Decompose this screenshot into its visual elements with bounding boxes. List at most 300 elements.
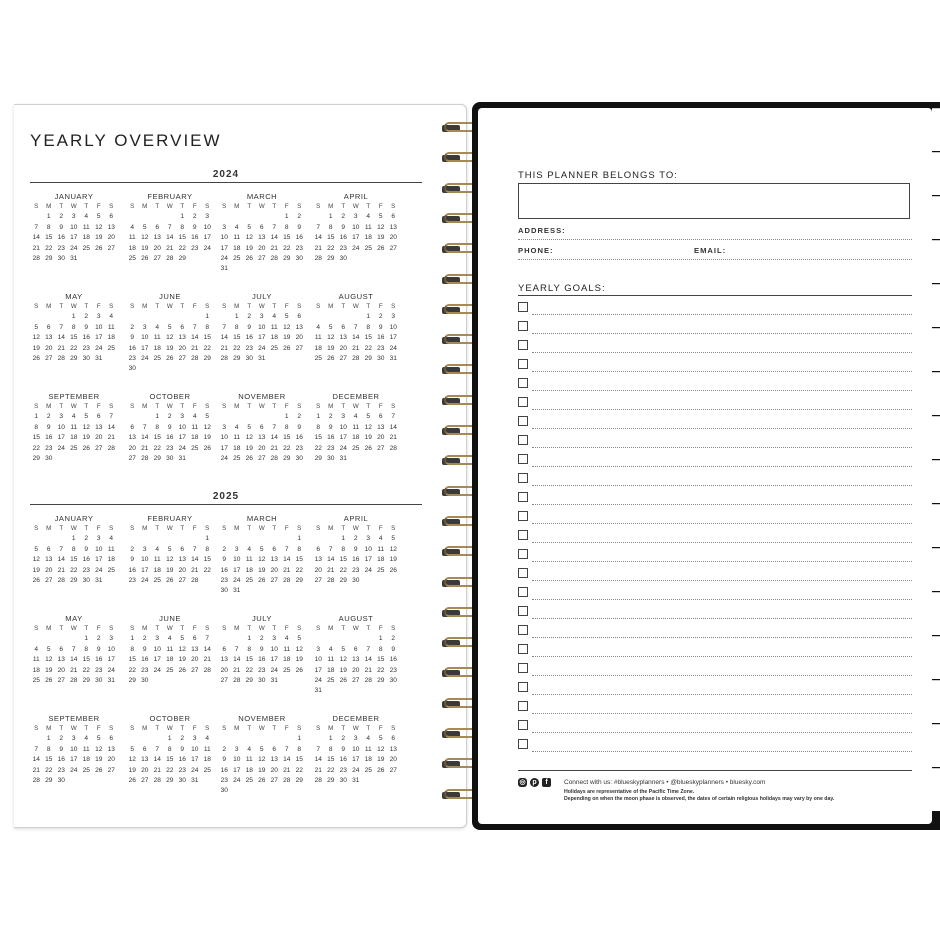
goal-checkbox[interactable] bbox=[518, 340, 528, 350]
goal-line[interactable] bbox=[532, 523, 912, 524]
day-number: 4 bbox=[192, 413, 197, 421]
weekday-letter: M bbox=[142, 725, 148, 732]
month-tab[interactable] bbox=[932, 592, 940, 635]
goal-checkbox[interactable] bbox=[518, 511, 528, 521]
day-number: 15 bbox=[203, 556, 211, 564]
week-row bbox=[218, 412, 306, 422]
month-november bbox=[218, 391, 306, 464]
day-number: 7 bbox=[272, 223, 277, 231]
month-tab[interactable] bbox=[932, 108, 940, 151]
weekday-letter: F bbox=[378, 625, 383, 632]
goal-line[interactable] bbox=[532, 675, 912, 676]
day-number: 10 bbox=[220, 234, 228, 242]
day-number: 11 bbox=[107, 545, 115, 553]
day-number: 23 bbox=[141, 666, 149, 674]
goal-line[interactable] bbox=[532, 542, 912, 543]
month-tab[interactable] bbox=[932, 768, 940, 811]
goal-line[interactable] bbox=[532, 352, 912, 353]
weekday-letter: T bbox=[272, 203, 277, 210]
goal-line[interactable] bbox=[532, 466, 912, 467]
day-number: 18 bbox=[153, 566, 161, 574]
day-number bbox=[231, 412, 244, 422]
month-tab[interactable] bbox=[932, 328, 940, 371]
day-number: 14 bbox=[270, 234, 278, 242]
address-line[interactable] bbox=[518, 239, 912, 240]
day-number: 21 bbox=[220, 344, 228, 352]
goal-line[interactable] bbox=[532, 485, 912, 486]
weekday-letter: S bbox=[391, 403, 396, 410]
day-number: 11 bbox=[377, 545, 385, 553]
month-february bbox=[126, 191, 214, 264]
phone-email-line[interactable] bbox=[518, 259, 912, 260]
goal-line[interactable] bbox=[532, 504, 912, 505]
day-number bbox=[218, 734, 231, 744]
weekday-letter: T bbox=[155, 203, 160, 210]
day-number: 25 bbox=[270, 344, 278, 352]
month-december bbox=[312, 713, 400, 786]
day-number: 12 bbox=[295, 645, 303, 653]
day-number: 19 bbox=[141, 244, 149, 252]
day-number: 27 bbox=[178, 576, 186, 584]
week-row bbox=[30, 755, 118, 765]
day-number: 18 bbox=[32, 666, 40, 674]
goal-line[interactable] bbox=[532, 618, 912, 619]
goal-line[interactable] bbox=[532, 371, 912, 372]
weekday-letter: S bbox=[297, 625, 302, 632]
day-number bbox=[243, 264, 256, 274]
week-row bbox=[312, 333, 400, 343]
day-number: 16 bbox=[220, 566, 228, 574]
goal-checkbox[interactable] bbox=[518, 435, 528, 445]
week-row bbox=[312, 655, 400, 665]
goal-row bbox=[518, 300, 912, 319]
day-number: 25 bbox=[128, 254, 136, 262]
day-number bbox=[139, 364, 152, 374]
week-row bbox=[126, 545, 214, 555]
weekday-letter: T bbox=[247, 525, 252, 532]
day-number: 21 bbox=[191, 344, 199, 352]
day-number: 10 bbox=[191, 745, 199, 753]
day-number: 2 bbox=[59, 735, 64, 743]
week-row bbox=[312, 323, 400, 333]
month-november bbox=[218, 713, 306, 797]
day-number: 28 bbox=[32, 254, 40, 262]
day-number: 18 bbox=[314, 344, 322, 352]
day-number: 2 bbox=[84, 313, 89, 321]
day-number: 27 bbox=[377, 444, 385, 452]
goal-row bbox=[518, 319, 912, 338]
weekday-letter: M bbox=[46, 403, 52, 410]
day-number: 6 bbox=[391, 735, 396, 743]
day-number: 27 bbox=[95, 444, 103, 452]
goal-line[interactable] bbox=[532, 314, 912, 315]
day-number: 22 bbox=[45, 766, 53, 774]
day-number: 23 bbox=[295, 444, 303, 452]
day-number: 1 bbox=[205, 313, 210, 321]
goal-checkbox[interactable] bbox=[518, 473, 528, 483]
day-number bbox=[218, 634, 231, 644]
weekday-letter: S bbox=[109, 403, 114, 410]
day-number: 8 bbox=[328, 223, 333, 231]
day-number: 22 bbox=[178, 244, 186, 252]
day-number: 19 bbox=[166, 566, 174, 574]
weekday-letter: F bbox=[284, 525, 289, 532]
day-number bbox=[387, 254, 400, 264]
day-number: 24 bbox=[153, 666, 161, 674]
goal-checkbox[interactable] bbox=[518, 644, 528, 654]
day-number: 7 bbox=[284, 745, 289, 753]
day-number: 1 bbox=[378, 635, 383, 643]
month-october bbox=[126, 713, 214, 786]
week-row bbox=[218, 312, 306, 322]
day-number: 5 bbox=[366, 413, 371, 421]
day-number: 6 bbox=[391, 213, 396, 221]
goal-checkbox[interactable] bbox=[518, 739, 528, 749]
goal-checkbox[interactable] bbox=[518, 663, 528, 673]
day-number: 27 bbox=[389, 766, 397, 774]
goal-row bbox=[518, 623, 912, 642]
goal-line[interactable] bbox=[532, 599, 912, 600]
goal-line[interactable] bbox=[532, 390, 912, 391]
day-number: 7 bbox=[59, 545, 64, 553]
day-number: 1 bbox=[316, 413, 321, 421]
day-number: 5 bbox=[328, 323, 333, 331]
weekday-header bbox=[312, 402, 400, 412]
week-row bbox=[218, 666, 306, 676]
connect-text: Connect with us: #blueskyplanners • @blueskyplanners • bluesky.com bbox=[564, 779, 766, 786]
goal-line[interactable] bbox=[532, 409, 912, 410]
instagram-icon: ◎ bbox=[519, 779, 526, 786]
day-number bbox=[281, 586, 294, 596]
year-label: 2024 bbox=[30, 169, 422, 183]
day-number: 8 bbox=[205, 323, 210, 331]
weekday-letter: W bbox=[258, 725, 265, 732]
goal-checkbox[interactable] bbox=[518, 625, 528, 635]
day-number: 4 bbox=[155, 323, 160, 331]
day-number bbox=[176, 676, 189, 686]
weekday-letter: M bbox=[46, 525, 52, 532]
day-number: 28 bbox=[191, 354, 199, 362]
week-row bbox=[126, 223, 214, 233]
day-number: 3 bbox=[353, 735, 358, 743]
day-number: 21 bbox=[191, 566, 199, 574]
day-number: 25 bbox=[314, 354, 322, 362]
day-number: 7 bbox=[316, 223, 321, 231]
day-number: 18 bbox=[283, 656, 291, 664]
weekday-letter: F bbox=[96, 625, 101, 632]
day-number bbox=[80, 776, 93, 786]
day-number: 18 bbox=[377, 556, 385, 564]
day-number: 24 bbox=[389, 344, 397, 352]
day-number: 27 bbox=[57, 676, 65, 684]
day-number bbox=[68, 454, 81, 464]
weekday-letter: T bbox=[59, 725, 64, 732]
goal-checkbox[interactable] bbox=[518, 530, 528, 540]
goal-checkbox[interactable] bbox=[518, 397, 528, 407]
page-title: YEARLY OVERVIEW bbox=[30, 131, 222, 150]
week-row bbox=[126, 766, 214, 776]
weekday-letter: S bbox=[205, 403, 210, 410]
day-number: 22 bbox=[327, 244, 335, 252]
month-tab[interactable] bbox=[932, 240, 940, 283]
month-tab[interactable] bbox=[932, 680, 940, 723]
goal-line[interactable] bbox=[532, 561, 912, 562]
day-number: 13 bbox=[258, 234, 266, 242]
month-tab[interactable] bbox=[932, 636, 940, 679]
day-number: 20 bbox=[45, 566, 53, 574]
weekday-letter: T bbox=[59, 525, 64, 532]
goal-line[interactable] bbox=[532, 751, 912, 752]
day-number bbox=[387, 686, 400, 696]
day-number: 16 bbox=[128, 344, 136, 352]
goal-checkbox[interactable] bbox=[518, 321, 528, 331]
day-number: 15 bbox=[153, 434, 161, 442]
weekday-letter: F bbox=[192, 403, 197, 410]
month-tab[interactable] bbox=[932, 724, 940, 767]
goal-checkbox[interactable] bbox=[518, 359, 528, 369]
weekday-letter: S bbox=[391, 525, 396, 532]
day-number: 7 bbox=[222, 323, 227, 331]
day-number: 3 bbox=[192, 735, 197, 743]
weekday-letter: T bbox=[59, 625, 64, 632]
day-number bbox=[387, 776, 400, 786]
day-number: 10 bbox=[107, 645, 115, 653]
week-row bbox=[30, 666, 118, 676]
goal-line[interactable] bbox=[532, 713, 912, 714]
day-number: 18 bbox=[270, 334, 278, 342]
goal-checkbox[interactable] bbox=[518, 549, 528, 559]
day-number: 17 bbox=[95, 556, 103, 564]
day-number: 25 bbox=[364, 766, 372, 774]
goal-line[interactable] bbox=[532, 428, 912, 429]
day-number: 19 bbox=[364, 434, 372, 442]
goal-checkbox[interactable] bbox=[518, 682, 528, 692]
owner-name-field[interactable] bbox=[518, 183, 910, 219]
weekday-letter: T bbox=[341, 725, 346, 732]
month-tab[interactable] bbox=[932, 460, 940, 503]
day-number: 12 bbox=[364, 423, 372, 431]
weekday-letter: S bbox=[109, 725, 114, 732]
day-number bbox=[293, 586, 306, 596]
goal-line[interactable] bbox=[532, 637, 912, 638]
weekday-header bbox=[126, 724, 214, 734]
day-number: 29 bbox=[283, 454, 291, 462]
goal-line[interactable] bbox=[532, 580, 912, 581]
day-number: 24 bbox=[233, 776, 241, 784]
day-number: 5 bbox=[259, 545, 264, 553]
weekday-letter: S bbox=[130, 625, 135, 632]
day-number: 15 bbox=[70, 556, 78, 564]
day-number: 20 bbox=[389, 756, 397, 764]
weekday-letter: T bbox=[366, 403, 371, 410]
day-number: 17 bbox=[352, 234, 360, 242]
day-number: 24 bbox=[339, 444, 347, 452]
day-number: 6 bbox=[353, 645, 358, 653]
month-name: JANUARY bbox=[54, 192, 94, 201]
day-number: 17 bbox=[178, 434, 186, 442]
goal-line[interactable] bbox=[532, 694, 912, 695]
weekday-letter: M bbox=[142, 403, 148, 410]
week-row bbox=[218, 444, 306, 454]
weekday-letter: F bbox=[378, 303, 383, 310]
weekday-letter: T bbox=[155, 725, 160, 732]
day-number: 31 bbox=[258, 354, 266, 362]
goal-checkbox[interactable] bbox=[518, 568, 528, 578]
day-number: 18 bbox=[107, 556, 115, 564]
day-number: 14 bbox=[314, 756, 322, 764]
goal-line[interactable] bbox=[532, 333, 912, 334]
day-number bbox=[126, 734, 139, 744]
day-number: 30 bbox=[327, 454, 335, 462]
day-number: 28 bbox=[220, 354, 228, 362]
day-number: 10 bbox=[141, 334, 149, 342]
day-number: 5 bbox=[167, 545, 172, 553]
day-number: 19 bbox=[295, 656, 303, 664]
weekday-letter: W bbox=[352, 625, 359, 632]
day-number bbox=[325, 312, 338, 322]
day-number: 1 bbox=[34, 413, 39, 421]
day-number: 18 bbox=[233, 444, 241, 452]
day-number: 9 bbox=[59, 223, 64, 231]
day-number: 16 bbox=[57, 756, 65, 764]
day-number bbox=[268, 354, 281, 364]
goal-checkbox[interactable] bbox=[518, 587, 528, 597]
weekday-letter: T bbox=[366, 725, 371, 732]
day-number: 22 bbox=[32, 444, 40, 452]
day-number bbox=[375, 576, 388, 586]
goal-checkbox[interactable] bbox=[518, 416, 528, 426]
goal-row bbox=[518, 528, 912, 547]
day-number: 27 bbox=[178, 354, 186, 362]
day-number: 21 bbox=[166, 244, 174, 252]
day-number: 24 bbox=[364, 566, 372, 574]
day-number: 21 bbox=[327, 566, 335, 574]
day-number: 22 bbox=[364, 344, 372, 352]
month-tab[interactable] bbox=[932, 372, 940, 415]
day-number: 4 bbox=[71, 413, 76, 421]
day-number: 14 bbox=[141, 434, 149, 442]
goal-line[interactable] bbox=[532, 732, 912, 733]
day-number: 2 bbox=[96, 635, 101, 643]
day-number: 30 bbox=[295, 254, 303, 262]
day-number: 26 bbox=[245, 454, 253, 462]
month-tab[interactable] bbox=[932, 416, 940, 459]
week-row bbox=[312, 745, 400, 755]
week-row bbox=[218, 254, 306, 264]
day-number: 30 bbox=[45, 454, 53, 462]
day-number bbox=[350, 254, 363, 264]
day-number: 12 bbox=[45, 656, 53, 664]
goal-checkbox[interactable] bbox=[518, 720, 528, 730]
day-number: 29 bbox=[339, 576, 347, 584]
day-number: 10 bbox=[153, 645, 161, 653]
day-number: 10 bbox=[389, 323, 397, 331]
month-march bbox=[218, 191, 306, 275]
goal-checkbox[interactable] bbox=[518, 454, 528, 464]
day-number: 2 bbox=[341, 735, 346, 743]
week-row bbox=[312, 254, 400, 264]
month-tab[interactable] bbox=[932, 196, 940, 239]
weekday-header bbox=[30, 524, 118, 534]
day-number bbox=[256, 264, 269, 274]
day-number: 7 bbox=[192, 545, 197, 553]
day-number bbox=[243, 734, 256, 744]
day-number: 25 bbox=[107, 566, 115, 574]
day-number bbox=[93, 254, 106, 264]
week-row bbox=[218, 676, 306, 686]
month-tab[interactable] bbox=[932, 152, 940, 195]
day-number: 6 bbox=[109, 213, 114, 221]
weekday-letter: T bbox=[180, 725, 185, 732]
day-number: 31 bbox=[352, 776, 360, 784]
goal-checkbox[interactable] bbox=[518, 606, 528, 616]
day-number: 1 bbox=[247, 635, 252, 643]
goal-checkbox[interactable] bbox=[518, 302, 528, 312]
day-number: 5 bbox=[341, 645, 346, 653]
weekday-letter: F bbox=[284, 403, 289, 410]
month-september bbox=[30, 391, 118, 464]
day-number: 19 bbox=[245, 244, 253, 252]
day-number: 9 bbox=[46, 423, 51, 431]
goal-checkbox[interactable] bbox=[518, 378, 528, 388]
day-number: 25 bbox=[327, 676, 335, 684]
day-number: 15 bbox=[339, 556, 347, 564]
goal-checkbox[interactable] bbox=[518, 701, 528, 711]
month-tab[interactable] bbox=[932, 548, 940, 591]
weekday-letter: M bbox=[46, 203, 52, 210]
month-name: JULY bbox=[251, 292, 272, 301]
goal-line[interactable] bbox=[532, 447, 912, 448]
day-number bbox=[362, 576, 375, 586]
day-number bbox=[55, 454, 68, 464]
day-number: 13 bbox=[107, 223, 115, 231]
day-number: 13 bbox=[57, 656, 65, 664]
weekday-letter: W bbox=[70, 303, 77, 310]
goal-checkbox[interactable] bbox=[518, 492, 528, 502]
weekday-letter: T bbox=[155, 525, 160, 532]
day-number: 16 bbox=[327, 434, 335, 442]
weekday-letter: F bbox=[284, 303, 289, 310]
day-number: 29 bbox=[283, 254, 291, 262]
weekday-letter: T bbox=[247, 725, 252, 732]
day-number: 7 bbox=[328, 545, 333, 553]
weekday-letter: W bbox=[166, 725, 173, 732]
month-tab[interactable] bbox=[932, 284, 940, 327]
day-number: 17 bbox=[220, 444, 228, 452]
day-number bbox=[43, 534, 56, 544]
day-number: 9 bbox=[130, 556, 135, 564]
day-number: 26 bbox=[283, 344, 291, 352]
month-tab[interactable] bbox=[932, 504, 940, 547]
goal-row bbox=[518, 718, 912, 737]
day-number: 2 bbox=[222, 745, 227, 753]
weekday-letter: F bbox=[96, 403, 101, 410]
day-number: 19 bbox=[377, 756, 385, 764]
day-number: 6 bbox=[180, 323, 185, 331]
weekday-letter: S bbox=[34, 525, 39, 532]
week-row bbox=[218, 734, 306, 744]
goal-line[interactable] bbox=[532, 656, 912, 657]
day-number bbox=[164, 676, 177, 686]
day-number: 8 bbox=[341, 545, 346, 553]
day-number: 20 bbox=[107, 234, 115, 242]
day-number: 12 bbox=[327, 334, 335, 342]
day-number: 13 bbox=[178, 556, 186, 564]
day-number: 10 bbox=[203, 223, 211, 231]
day-number: 27 bbox=[258, 454, 266, 462]
day-number: 4 bbox=[155, 545, 160, 553]
day-number: 5 bbox=[34, 545, 39, 553]
